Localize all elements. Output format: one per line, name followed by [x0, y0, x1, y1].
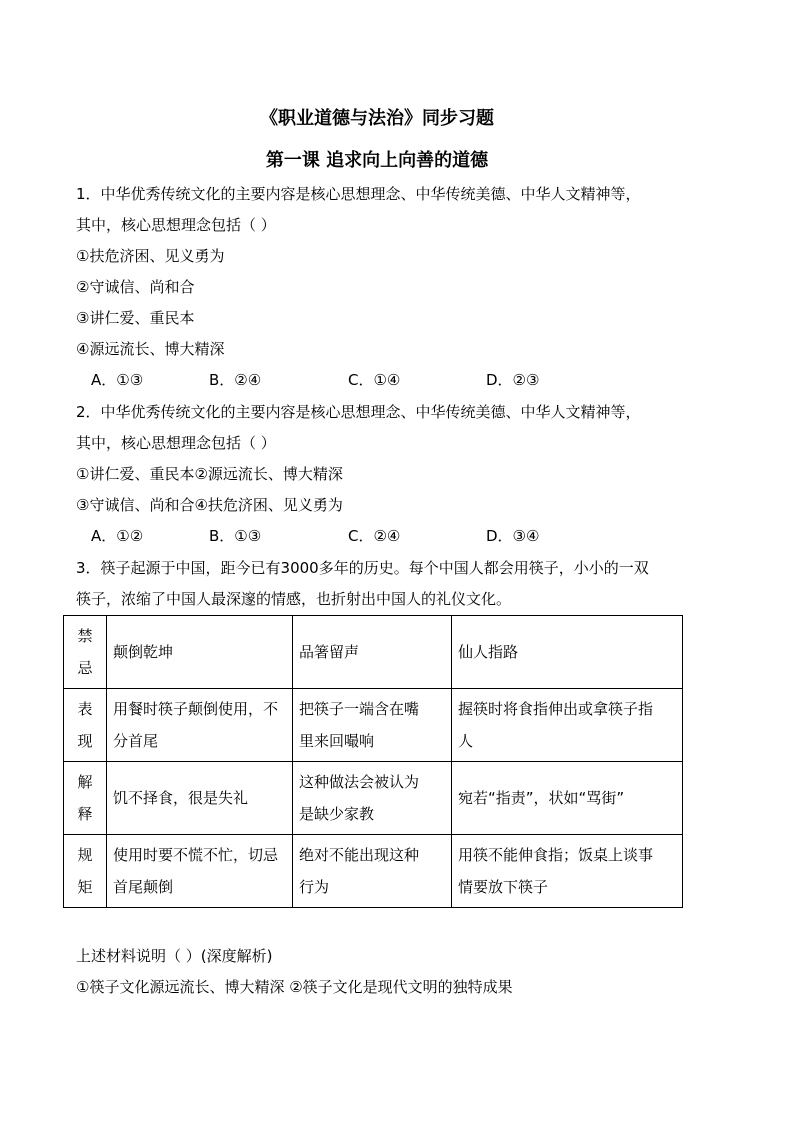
q2-stem-line2: 其中，核心思想理念包括（ ） [76, 434, 276, 452]
row-header: 禁 忌 [64, 616, 107, 689]
document-title: 《职业道德与法治》同步习题 [260, 108, 494, 129]
q3-items: ①筷子文化源远流长、博大精深 ②筷子文化是现代文明的独特成果 [76, 978, 513, 996]
q1-option-b[interactable]: B．②④ [209, 371, 262, 389]
q2-option-b[interactable]: B．①③ [209, 527, 262, 545]
q1-item: ③讲仁爱、重民本 [76, 309, 195, 327]
table-cell: 仙人指路 [452, 616, 683, 689]
table-row [64, 762, 683, 835]
q2-stem-line1: 2．中华优秀传统文化的主要内容是核心思想理念、中华传统美德、中华人文精神等， [76, 403, 641, 421]
lesson-title: 第一课 追求向上向善的道德 [265, 150, 489, 171]
q1-option-c[interactable]: C．①④ [348, 371, 401, 389]
table-cell: 饥不择食，很是失礼 [107, 762, 293, 835]
q1-stem-line2: 其中，核心思想理念包括（ ） [76, 216, 276, 234]
table-row [64, 616, 683, 689]
table-cell: 颠倒乾坤 [107, 616, 293, 689]
q2-item: ③守诚信、尚和合④扶危济困、见义勇为 [76, 496, 343, 514]
q2-option-c[interactable]: C．②④ [348, 527, 401, 545]
table-cell: 品箸留声 [293, 616, 452, 689]
q2-item: ①讲仁爱、重民本②源远流长、博大精深 [76, 465, 343, 483]
q1-item: ②守诚信、尚和合 [76, 278, 195, 296]
chopsticks-etiquette-table [63, 615, 683, 908]
q1-option-a[interactable]: A．①③ [91, 371, 144, 389]
table-cell: 使用时要不慌不忙，切忌 首尾颠倒 [107, 835, 293, 908]
table-cell: 用筷不能伸食指；饭桌上谈事 情要放下筷子 [452, 835, 683, 908]
q2-option-a[interactable]: A．①② [91, 527, 144, 545]
table-cell: 宛若“指责”，状如“骂街” [452, 762, 683, 835]
table-cell: 用餐时筷子颠倒使用，不 分首尾 [107, 689, 293, 762]
table-cell: 这种做法会被认为 是缺少家教 [293, 762, 452, 835]
table-cell: 握筷时将食指伸出或拿筷子指 人 [452, 689, 683, 762]
table-row [64, 689, 683, 762]
q1-item: ①扶危济困、见义勇为 [76, 247, 225, 265]
table-cell: 绝对不能出现这种 行为 [293, 835, 452, 908]
q1-stem-line1: 1．中华优秀传统文化的主要内容是核心思想理念、中华传统美德、中华人文精神等， [76, 185, 641, 203]
row-header: 规 矩 [64, 835, 107, 908]
q2-option-d[interactable]: D．③④ [486, 527, 540, 545]
row-header: 解 释 [64, 762, 107, 835]
row-header: 表 现 [64, 689, 107, 762]
q3-stem-line2: 筷子，浓缩了中国人最深邃的情感，也折射出中国人的礼仪文化。 [76, 590, 512, 608]
q1-option-d[interactable]: D．②③ [486, 371, 540, 389]
q1-item: ④源远流长、博大精深 [76, 340, 225, 358]
table-row [64, 835, 683, 908]
q3-question: 上述材料说明（ ）(深度解析) [76, 947, 273, 965]
q3-stem-line1: 3．筷子起源于中国，距今已有3000多年的历史。每个中国人都会用筷子，小小的一双 [76, 559, 649, 577]
table-cell: 把筷子一端含在嘴 里来回嘬响 [293, 689, 452, 762]
